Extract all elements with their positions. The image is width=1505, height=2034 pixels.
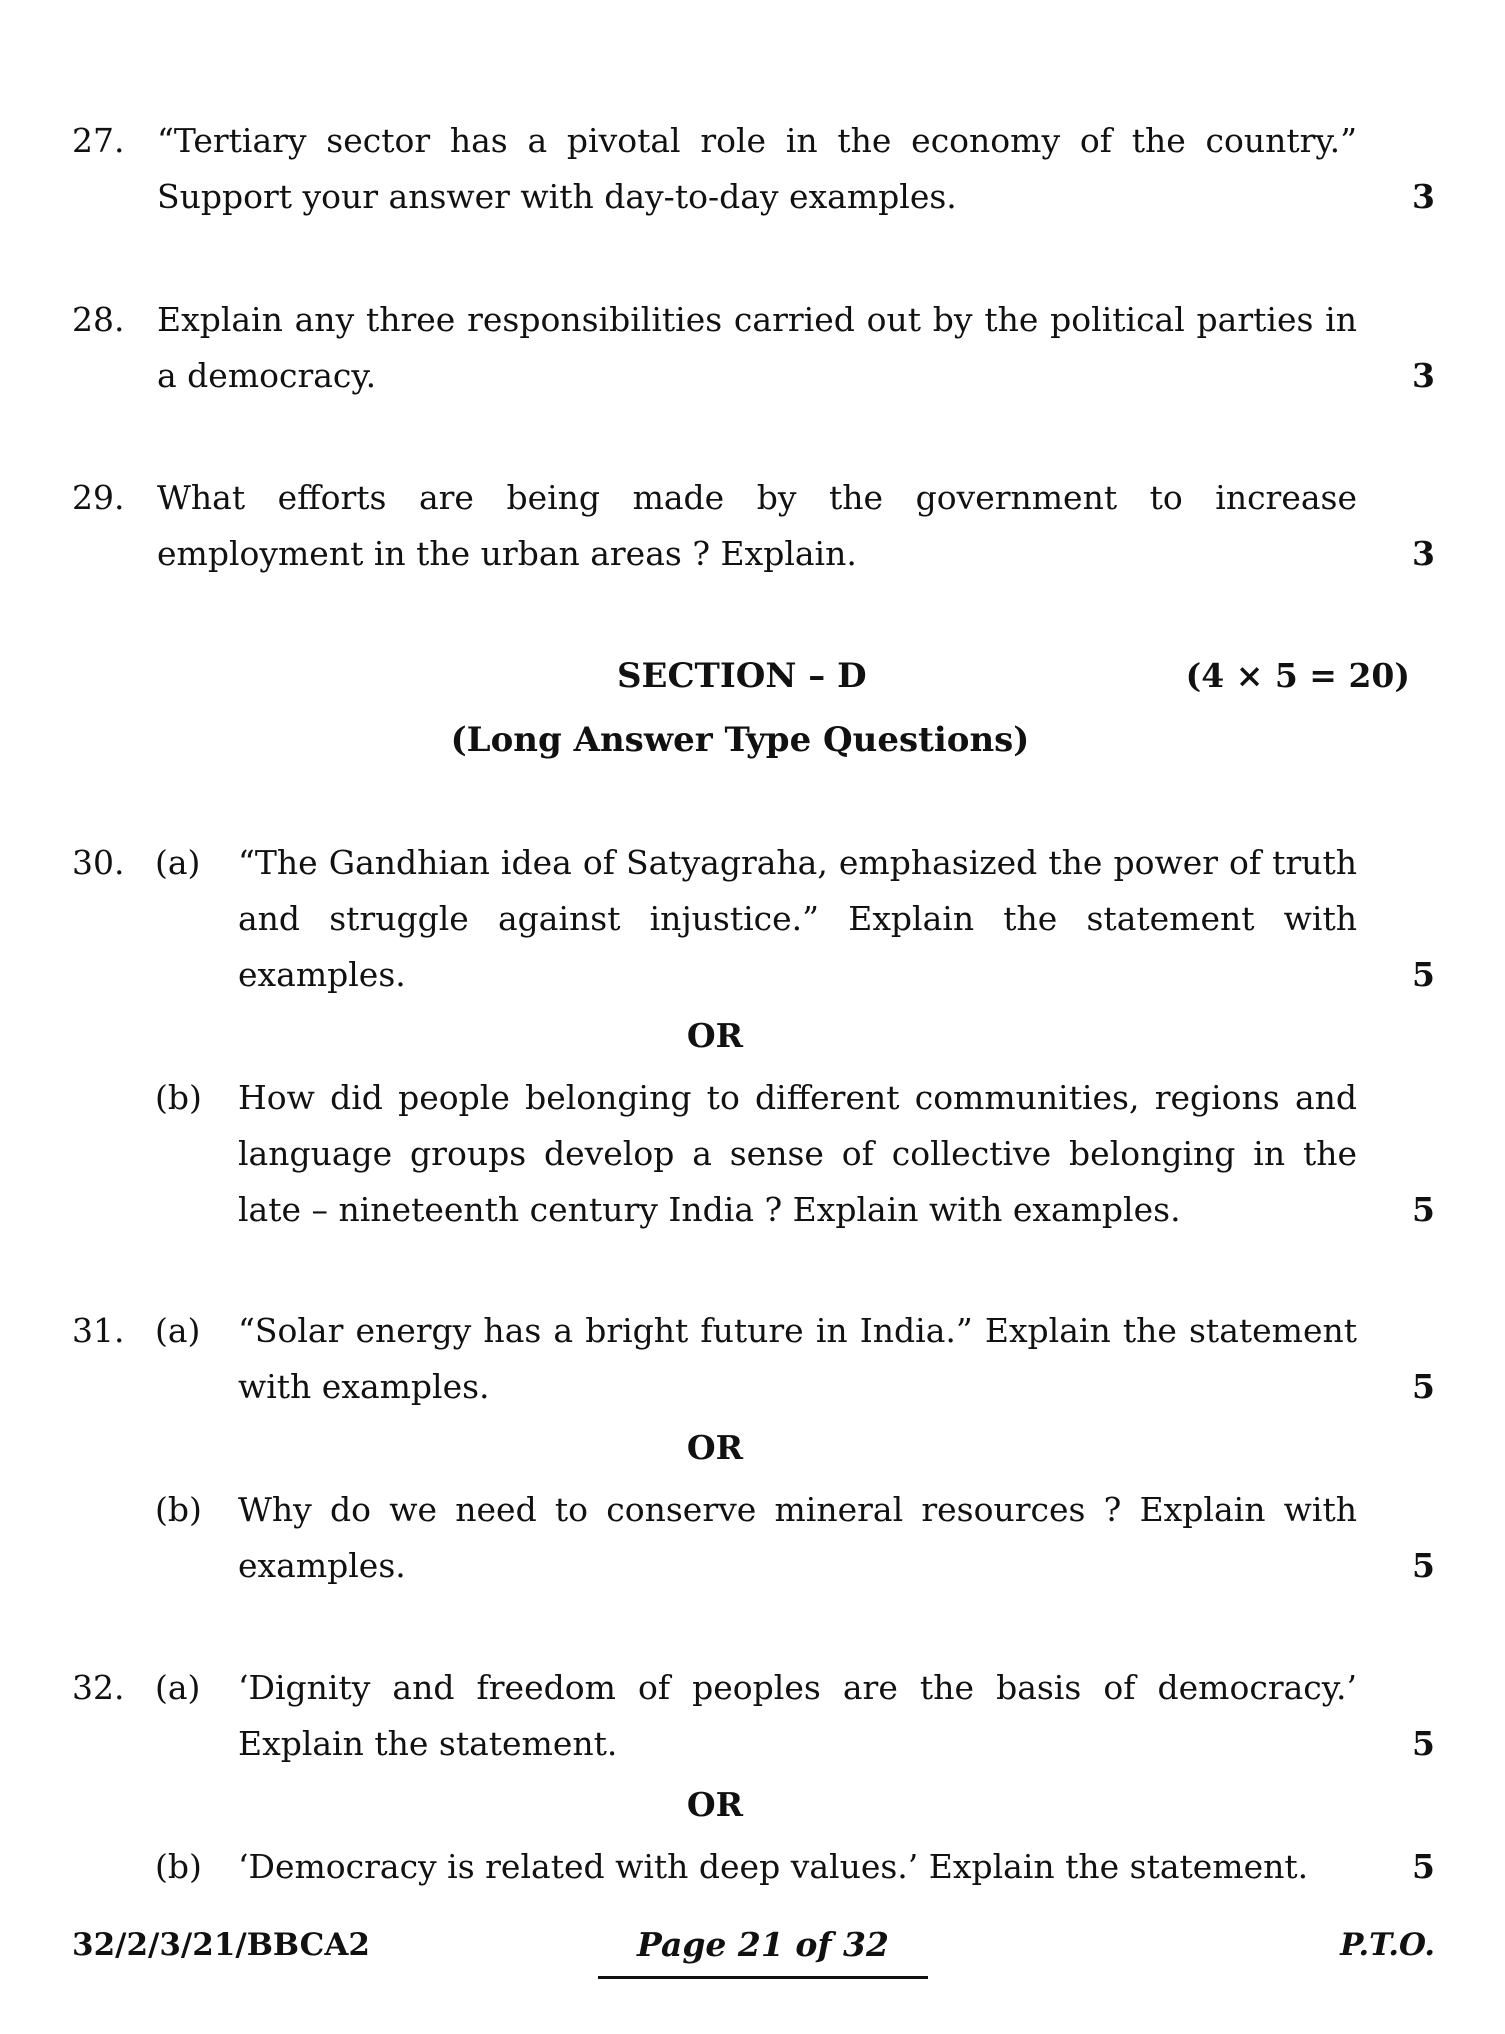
- page-number: Page 21 of 32: [637, 1925, 889, 1964]
- paper-code: 32/2/3/21/BBCA2: [72, 1927, 370, 1963]
- question-text: ‘Dignity and freedom of peoples are the basis of democracy.’ Explain the statement.: [238, 1668, 1357, 1763]
- question-marks: 5: [1412, 1724, 1435, 1763]
- question-text: “The Gandhian idea of Satyagraha, emphasized the power of truth and struggle against injustice.” Explain the statement with examples.: [238, 843, 1357, 994]
- part-label: (b): [155, 1490, 202, 1529]
- question-text: “Solar energy has a bright future in India.” Explain the statement with examples.: [238, 1311, 1357, 1406]
- or-label: OR: [686, 1016, 744, 1055]
- question-number: 32.: [72, 1668, 125, 1707]
- question-number: 27.: [72, 121, 125, 160]
- question-text: “Tertiary sector has a pivotal role in the economy of the country.” Support your answer with day-to-day examples.: [157, 121, 1357, 216]
- part-label: (a): [155, 1311, 201, 1350]
- question-number: 30.: [72, 843, 125, 882]
- part-label: (a): [155, 1668, 201, 1707]
- question-marks: 5: [1412, 1546, 1435, 1585]
- question-marks: 3: [1412, 177, 1435, 216]
- question-text: Explain any three responsibilities carried out by the political parties in a democracy.: [157, 300, 1357, 395]
- section-subtitle: (Long Answer Type Questions): [450, 720, 1030, 760]
- question-number: 31.: [72, 1311, 125, 1350]
- question-marks: 3: [1412, 356, 1435, 395]
- question-text: ‘Democracy is related with deep values.’ Explain the statement.: [238, 1847, 1309, 1886]
- question-marks: 5: [1412, 1367, 1435, 1406]
- pto-label: P.T.O.: [1340, 1927, 1435, 1963]
- question-marks: 5: [1412, 1190, 1435, 1229]
- section-marks: (4 × 5 = 20): [1185, 656, 1410, 695]
- question-marks: 5: [1412, 955, 1435, 994]
- page-number-underline: [598, 1976, 928, 1979]
- question-text: How did people belonging to different communities, regions and language groups develop a sense of collective belonging in the late – nineteenth century India ? Explain with examples.: [238, 1078, 1357, 1229]
- question-text: Why do we need to conserve mineral resources ? Explain with examples.: [238, 1490, 1357, 1585]
- question-marks: 3: [1412, 534, 1435, 573]
- part-label: (b): [155, 1847, 202, 1886]
- question-text: What efforts are being made by the government to increase employment in the urban areas ? Explain.: [157, 478, 1357, 573]
- part-label: (a): [155, 843, 201, 882]
- or-label: OR: [686, 1428, 744, 1467]
- part-label: (b): [155, 1078, 202, 1117]
- question-marks: 5: [1412, 1847, 1435, 1886]
- question-number: 29.: [72, 478, 125, 517]
- question-number: 28.: [72, 300, 125, 339]
- or-label: OR: [686, 1785, 744, 1824]
- section-title: SECTION – D: [617, 656, 867, 696]
